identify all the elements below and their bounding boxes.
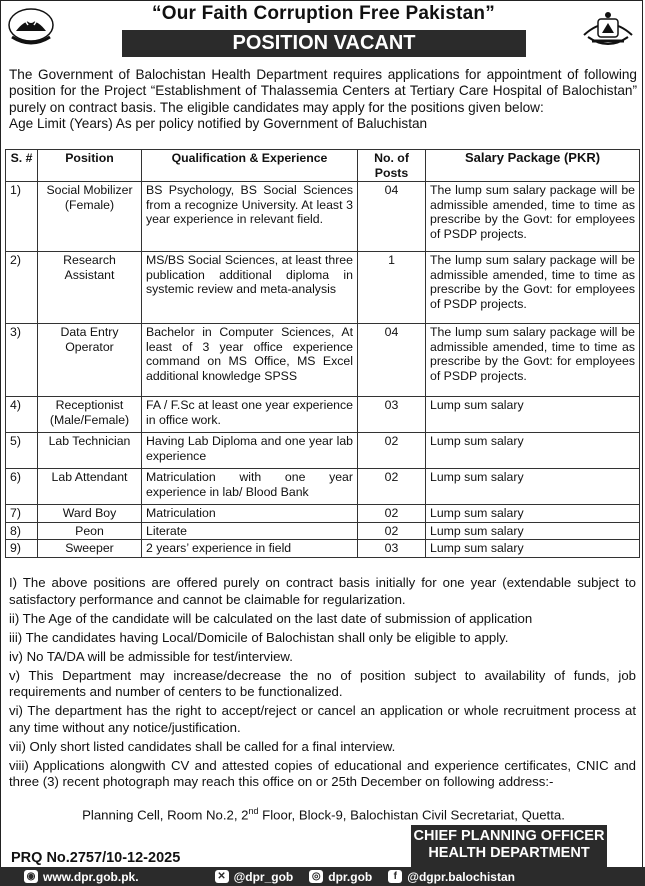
- cell-qualification: MS/BS Social Sciences, at least three publication additional diploma in systemic review and meta-analysis: [142, 252, 358, 324]
- cell-position: Research Assistant: [38, 252, 142, 324]
- cell-salary: Lump sum salary: [426, 397, 640, 433]
- cell-posts: 02: [358, 433, 426, 469]
- cell-posts: 02: [358, 522, 426, 540]
- cell-sn: 9): [6, 540, 38, 558]
- government-emblem-logo: [580, 7, 636, 51]
- cell-qualification: Bachelor in Computer Sciences, At least of 3 year office experience command on MS Office, MS Excel additional knowledge SPSS: [142, 324, 358, 397]
- table-row: [6, 469, 640, 505]
- header-posts: No. of Posts: [358, 150, 426, 182]
- cell-salary: Lump sum salary: [426, 540, 640, 558]
- twitter-icon: ✕: [215, 870, 229, 883]
- cell-salary: Lump sum salary: [426, 522, 640, 540]
- cell-position: Ward Boy: [38, 505, 142, 523]
- note-item: ii) The Age of the candidate will be calculated on the last date of submission of application: [9, 610, 533, 626]
- header-position: Position: [38, 150, 142, 182]
- cell-posts: 02: [358, 469, 426, 505]
- signature-block: [411, 825, 607, 867]
- slogan: “Our Faith Corruption Free Pakistan”: [152, 3, 495, 24]
- cell-posts: 04: [358, 324, 426, 397]
- cell-sn: 8): [6, 522, 38, 540]
- note-item: vi) The department has the right to accept/reject or cancel an application or whole recruitment process at any time without any notice/justification.: [9, 703, 636, 735]
- address-ordinal: nd: [248, 806, 259, 816]
- table-header-row: [6, 150, 640, 182]
- header-sn: S. #: [6, 150, 38, 182]
- cell-salary: The lump sum salary package will be admissible amended, time to time as prescribe by the Govt: for employees of PSDP projects.: [426, 252, 640, 324]
- footer-instagram[interactable]: [309, 870, 372, 884]
- note-item: I) The above positions are offered purely on contract basis initially for one year (extendable subject to satisfactory performance and cannot be claimable for regularization.: [9, 575, 636, 607]
- table-row: [6, 397, 640, 433]
- cell-sn: 4): [6, 397, 38, 433]
- cell-position: Receptionist (Male/Female): [38, 397, 142, 433]
- note-item: v) This Department may increase/decrease the no of position subject to availability of funds, job requirements and number of centers to be functionalized.: [9, 667, 636, 700]
- cell-qualification: Matriculation: [142, 505, 358, 523]
- cell-salary: Lump sum salary: [426, 433, 640, 469]
- terms-notes: [9, 575, 636, 793]
- cell-posts: 04: [358, 182, 426, 252]
- cell-posts: 1: [358, 252, 426, 324]
- table-row: [6, 522, 640, 540]
- cell-position: Sweeper: [38, 540, 142, 558]
- cell-salary: The lump sum salary package will be admissible amended, time to time as prescribe by the Govt: for employees of PSDP projects.: [426, 182, 640, 252]
- table-row: [6, 182, 640, 252]
- twitter-handle: @dpr_gob: [233, 869, 294, 884]
- cell-qualification: FA / F.Sc at least one year experience in office work.: [142, 397, 358, 433]
- cell-qualification: 2 years’ experience in field: [142, 540, 358, 558]
- cell-position: Lab Technician: [38, 433, 142, 469]
- instagram-icon: ◎: [309, 870, 323, 883]
- intro-text: The Government of Balochistan Health Department requires applications for appointment of following position for the Project “Establishment of Thalassemia Centers at Tertiary Care Hospital of Balochistan” purely on contract basis. The eligible candidates may apply for the positions given below:: [9, 67, 637, 115]
- address-part: Floor, Block-9, Balochistan Civil Secretariat, Quetta.: [258, 807, 565, 823]
- instagram-handle: dpr.gob: [328, 869, 373, 884]
- cell-posts: 03: [358, 540, 426, 558]
- signature-title: CHIEF PLANNING OFFICER: [413, 828, 605, 844]
- cell-salary: Lump sum salary: [426, 469, 640, 505]
- footer-bar: [0, 867, 645, 886]
- website-text: www.dpr.gob.pk.: [43, 869, 139, 884]
- cell-position: Lab Attendant: [38, 469, 142, 505]
- cell-sn: 1): [6, 182, 38, 252]
- cell-qualification: BS Psychology, BS Social Sciences from a recognize University. At least 3 year experience in relevant field.: [142, 182, 358, 252]
- prq-number: PRQ No.2757/10-12-2025: [11, 850, 181, 866]
- age-limit-text: Age Limit (Years) As per policy notified by Government of Baluchistan: [9, 116, 428, 132]
- cell-position: Social Mobilizer (Female): [38, 182, 142, 252]
- cell-position: Data Entry Operator: [38, 324, 142, 397]
- signature-department: HEALTH DEPARTMENT: [428, 845, 590, 861]
- table-row: [6, 505, 640, 523]
- footer-twitter[interactable]: [215, 870, 294, 884]
- positions-table: [5, 149, 640, 558]
- cell-sn: 5): [6, 433, 38, 469]
- cell-sn: 7): [6, 505, 38, 523]
- facebook-icon: f: [388, 870, 402, 883]
- note-item: iii) The candidates having Local/Domicile of Balochistan shall only be eligible to apply.: [9, 629, 509, 645]
- table-row: [6, 252, 640, 324]
- cell-sn: 3): [6, 324, 38, 397]
- note-item: viii) Applications alongwith CV and attested copies of educational and experience certificates, CNIC and three (3) recent photograph may reach this office on or 25th December on following address:-: [9, 757, 636, 790]
- cell-sn: 6): [6, 469, 38, 505]
- table-row: [6, 433, 640, 469]
- cell-posts: 03: [358, 397, 426, 433]
- note-item: vii) Only short listed candidates shall be called for a final interview.: [9, 738, 396, 754]
- header-qualification: Qualification & Experience: [142, 150, 358, 182]
- postal-address: [1, 806, 645, 822]
- intro-section: [9, 67, 637, 133]
- globe-icon: ◉: [24, 870, 38, 883]
- table-row: [6, 324, 640, 397]
- table-row: [6, 540, 640, 558]
- note-item: iv) No TA/DA will be admissible for test/interview.: [9, 648, 293, 664]
- cell-sn: 2): [6, 252, 38, 324]
- header-salary: Salary Package (PKR): [426, 150, 640, 182]
- cell-qualification: Matriculation with one year experience in lab/ Blood Bank: [142, 469, 358, 505]
- cell-qualification: Having Lab Diploma and one year lab experience: [142, 433, 358, 469]
- footer-website[interactable]: [24, 870, 139, 884]
- cell-salary: Lump sum salary: [426, 505, 640, 523]
- address-part: Planning Cell, Room No.2, 2: [82, 807, 249, 823]
- facebook-handle: @dgpr.balochistan: [407, 869, 515, 884]
- cell-posts: 02: [358, 505, 426, 523]
- cell-position: Peon: [38, 522, 142, 540]
- footer-facebook[interactable]: [388, 870, 515, 884]
- cell-salary: The lump sum salary package will be admissible amended, time to time as prescribe by the Govt: for employees of PSDP projects.: [426, 324, 640, 397]
- position-vacant-banner: POSITION VACANT: [122, 30, 526, 57]
- cell-qualification: Literate: [142, 522, 358, 540]
